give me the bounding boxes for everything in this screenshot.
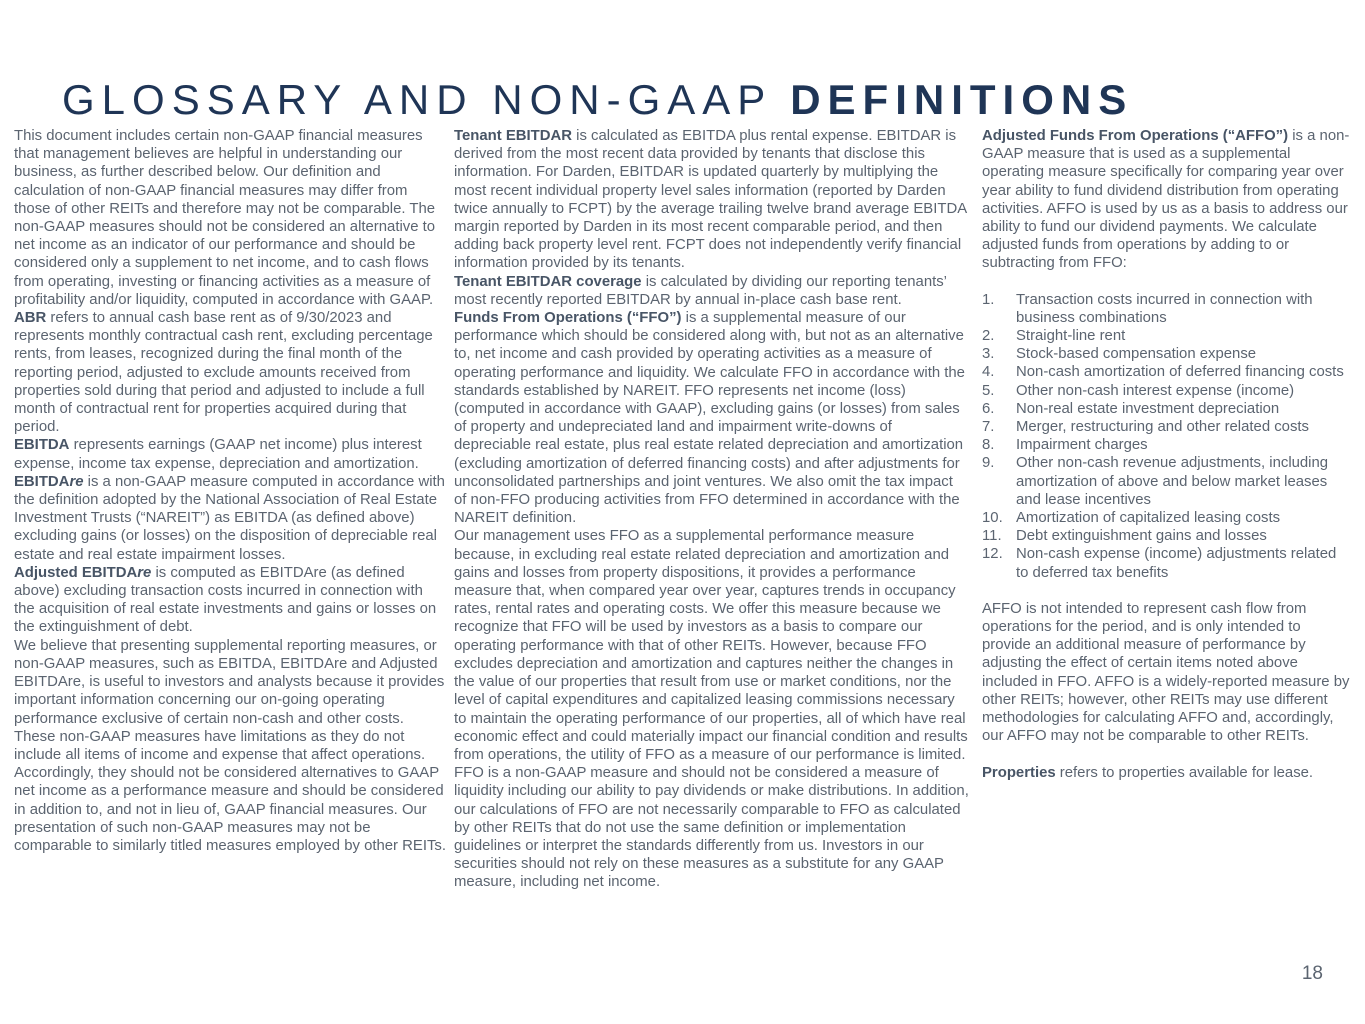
- adjusted-ebitdare-term: Adjusted EBITDAre: [14, 564, 152, 581]
- affo-adjustments-list: [982, 291, 1352, 582]
- management-paragraph: Our management uses FFO as a supplemental performance measure because, in excluding real estate related depreciation and amortization and gains and losses from property dispositions, it provides a performance measure that, when compared year over year, captures trends in occupancy rates, rental rates and operating costs. We offer this measure because we recognize that FFO will be used by investors as a basis to compare our operating performance with that of other REITs. However, because FFO excludes depreciation and amortization and captures neither the changes in the value of our properties that result from use or market conditions, nor the level of capital expenditures and capitalized leasing commissions necessary to maintain the operating performance of our properties, all of which have real economic effect and could materially impact our financial condition and results from operations, the utility of FFO as a measure of our performance is limited. FFO is a non-GAAP measure and should not be considered a measure of liquidity including our ability to pay dividends or make distributions. In addition, our calculations of FFO are not necessarily comparable to FFO as calculated by other REITs that do not use the same definition or implementation guidelines or interpret the standards differently from us. Investors in our securities should not rely on these measures as a substitute for any GAAP measure, including net income.: [454, 528, 969, 891]
- intro-paragraph: This document includes certain non-GAAP financial measures that management believes are helpful in understanding our business, as further described below. Our definition and calculation of non-GAAP financial measures may differ from those of other REITs and therefore may not be comparable. The non-GAAP measures should not be considered an alternative to net income as an indicator of our performance and should be considered only a supplement to net income, and to cash flows from operating, investing or financing activities as a measure of profitability and/or liquidity, computed in accordance with GAAP.: [14, 128, 436, 308]
- list-item: 6. Non-real estate investment depreciation: [982, 400, 1280, 417]
- properties-definition: Properties refers to properties available for lease.: [982, 764, 1314, 781]
- list-item: 2. Straight-line rent: [982, 328, 1126, 345]
- list-item: 5. Other non-cash interest expense (income): [982, 382, 1295, 399]
- tenant-ebitdar-definition: Tenant EBITDAR is calculated as EBITDA plus rental expense. EBITDAR is derived from the most recent data provided by tenants that disclose this information. For Darden, EBITDAR is updated quarterly by multiplying the most recent individual property level sales information (reported by Darden twice annually to FCPT) by the average trailing twelve brand average EBITDA margin reported by Darden in its most recent comparable period, and then adding back property level rent. FCPT does not independently verify financial information provided by its tenants.: [454, 128, 967, 272]
- list-item: 1. Transaction costs incurred in connection with business combinations: [982, 291, 1313, 326]
- affo-definition: Adjusted Funds From Operations (“AFFO”) is a non-GAAP measure that is used as a supplemental operating measure specifically for comparing year over year ability to fund dividend distribution from operating activities. AFFO is used by us as a basis to address our ability to fund our dividend payments. We calculate adjusted funds from operations by adding to or subtracting from FFO:: [982, 128, 1350, 272]
- column-1: [14, 127, 446, 855]
- affo-note: AFFO is not intended to represent cash flow from operations for the period, and is only intended to provide an additional measure of performance by adjusting the effect of certain items noted above included in FFO. AFFO is a widely-reported measure by other REITs; however, other REITs may use different methodologies for calculating AFFO and, accordingly, our AFFO may not be comparable to other REITs.: [982, 600, 1350, 745]
- list-item: 12. Non-cash expense (income) adjustments related to deferred tax benefits: [982, 546, 1337, 581]
- abr-term: ABR: [14, 310, 47, 327]
- list-item: 4. Non-cash amortization of deferred financing costs: [982, 364, 1344, 381]
- ffo-definition: Funds From Operations (“FFO”) is a supplemental measure of our performance which should be considered along with, but not as an alternative to, net income and cash provided by operating activities as a measure of operating performance and liquidity. We calculate FFO in accordance with the standards established by NAREIT. FFO represents net income (loss) (computed in accordance with GAAP), excluding gains (or losses) from sales of property and undepreciated land and impairment write-downs of depreciable real estate, plus real estate related depreciation and amortization (excluding amortization of deferred financing costs) and after adjustments for unconsolidated partnerships and joint ventures. We also omit the tax impact of non-FFO producing activities from FFO determined in accordance with the NAREIT definition.: [454, 310, 965, 527]
- page-title-bold: DEFINITIONS: [790, 76, 1134, 123]
- list-item: 8. Impairment charges: [982, 437, 1148, 454]
- page-title-light: GLOSSARY AND NON-GAAP: [62, 76, 791, 123]
- list-item: 3. Stock-based compensation expense: [982, 346, 1257, 363]
- ebitdare-definition: EBITDAre is a non-GAAP measure computed in accordance with the definition adopted by the National Association of Real Estate Investment Trusts (“NAREIT”) as EBITDA (as defined above) excluding gains (or losses) on the disposition of depreciable real estate and real estate impairment losses.: [14, 473, 445, 563]
- adjusted-ebitdare-definition: Adjusted EBITDAre is computed as EBITDAre (as defined above) excluding transaction costs incurred in connection with the acquisition of real estate investments and gains or losses on the extinguishment of debt.: [14, 564, 437, 636]
- page-number: 18: [1301, 963, 1323, 984]
- list-item: 11. Debt extinguishment gains and losses: [982, 528, 1267, 545]
- ebitdare-term: EBITDAre: [14, 473, 84, 490]
- list-item: 7. Merger, restructuring and other related costs: [982, 419, 1309, 436]
- list-item: 10. Amortization of capitalized leasing costs: [982, 510, 1281, 527]
- column-2: [454, 127, 969, 892]
- ffo-term: Funds From Operations (“FFO”): [454, 310, 682, 327]
- page-title: [62, 74, 1133, 126]
- ebitda-term: EBITDA: [14, 437, 70, 454]
- properties-term: Properties: [982, 764, 1056, 781]
- abr-definition: ABR refers to annual cash base rent as of 9/30/2023 and represents monthly contractual cash rent, excluding percentage rents, from leases, recognized during the final month of the reporting period, adjusted to exclude amounts received from properties sold during that period and adjusted to include a full month of contractual rent for properties acquired during that period.: [14, 310, 433, 436]
- list-item: 9. Other non-cash revenue adjustments, including amortization of above and below market leases and lease incentives: [982, 455, 1329, 508]
- tenant-ebitdar-term: Tenant EBITDAR: [454, 128, 573, 144]
- column-3: [982, 127, 1352, 782]
- affo-term: Adjusted Funds From Operations (“AFFO”): [982, 128, 1289, 144]
- tenant-ebitdar-coverage-definition: Tenant EBITDAR coverage is calculated by dividing our reporting tenants’ most recently reported EBITDAR by annual in-place cash base rent.: [454, 273, 947, 308]
- believe-paragraph: We believe that presenting supplemental reporting measures, or non-GAAP measures, such as EBITDA, EBITDAre and Adjusted EBITDAre, is useful to investors and analysts because it provides important information concerning our on-going operating performance exclusive of certain non-cash and other costs. These non-GAAP measures have limitations as they do not include all items of income and expense that affect operations. Accordingly, they should not be considered alternatives to GAAP net income as a performance measure and should be considered in addition to, and not in lieu of, GAAP financial measures. Our presentation of such non-GAAP measures may not be comparable to similarly titled measures employed by other REITs.: [14, 637, 447, 854]
- tenant-ebitdar-coverage-term: Tenant EBITDAR coverage: [454, 273, 642, 290]
- ebitda-definition: EBITDA represents earnings (GAAP net income) plus interest expense, income tax expense, depreciation and amortization.: [14, 437, 422, 472]
